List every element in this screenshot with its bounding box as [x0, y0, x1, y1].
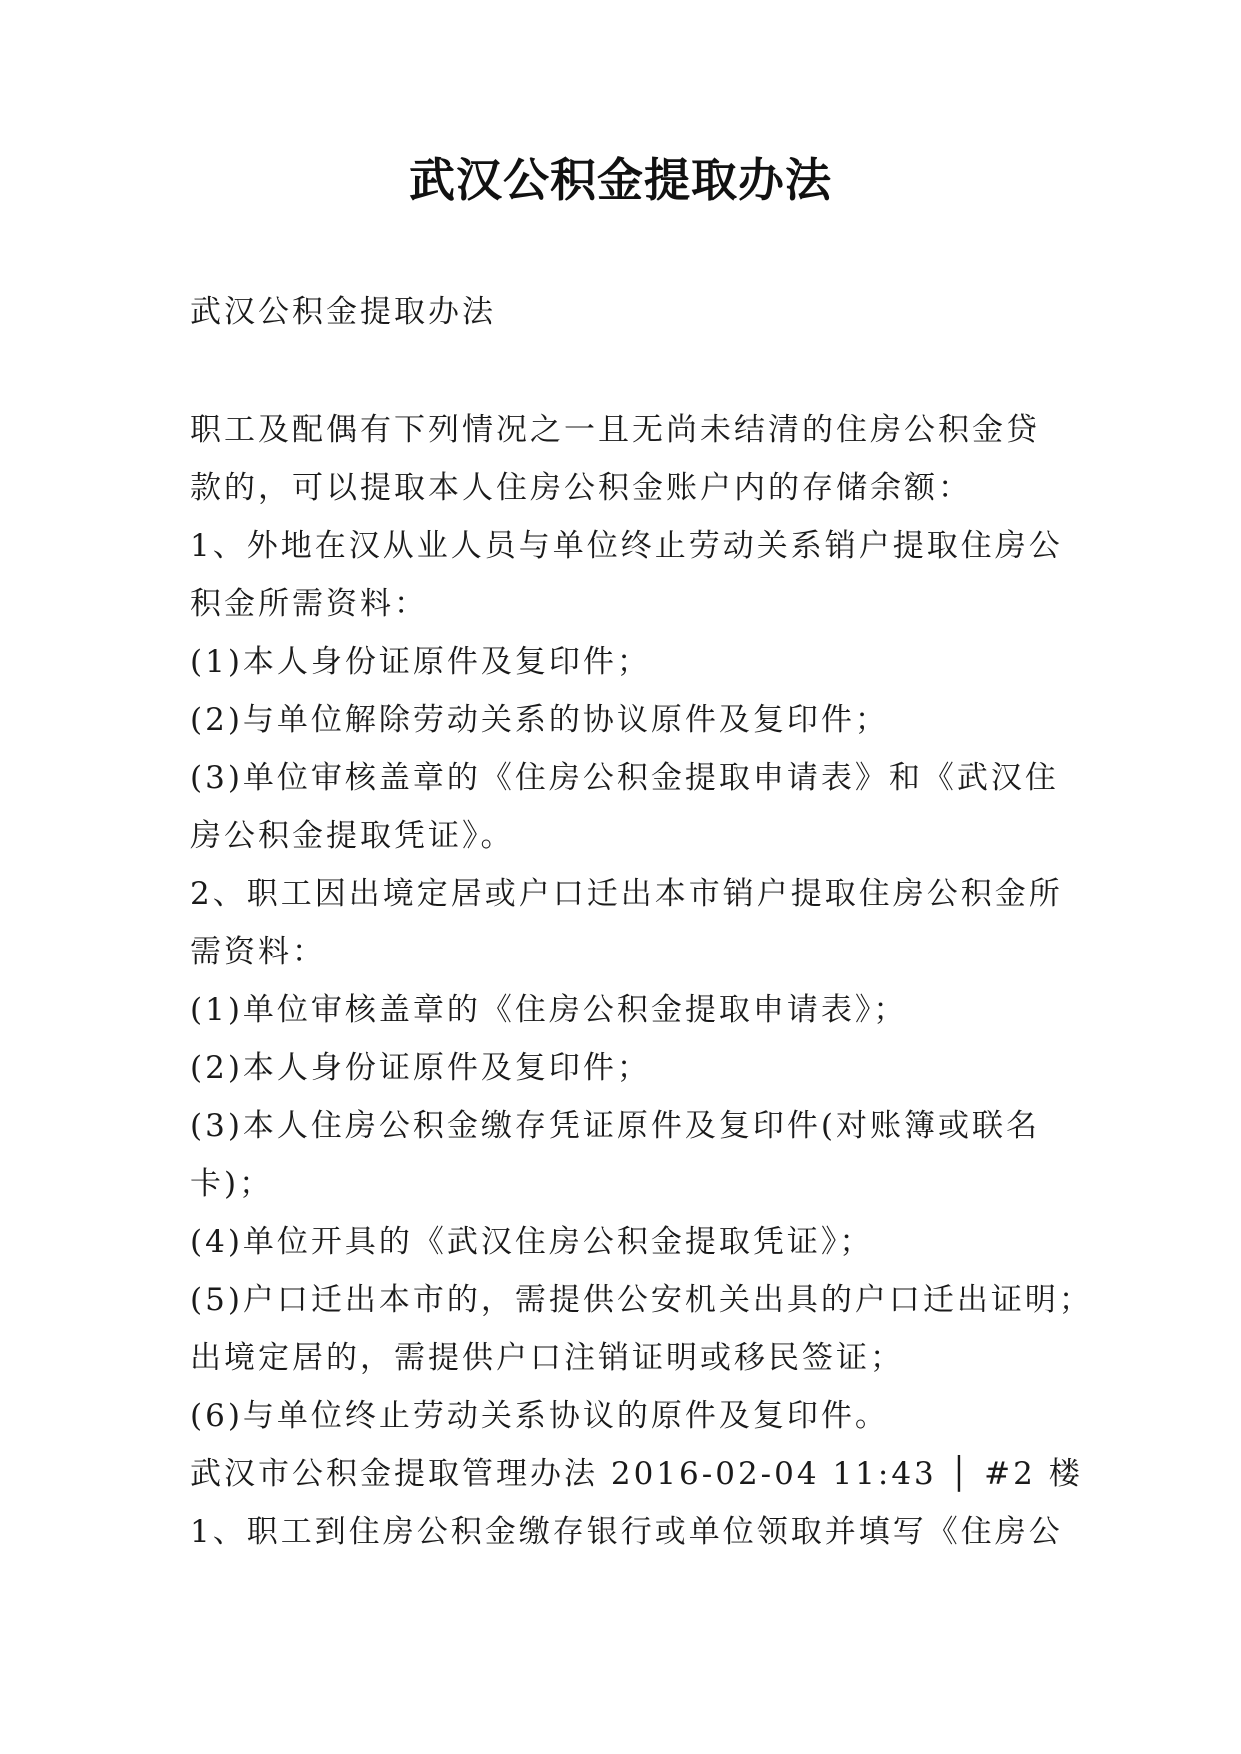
body-line: 1、职工到住房公积金缴存银行或单位领取并填写《住房公 [190, 1514, 1063, 1550]
body-line: (5)户口迁出本市的，需提供公安机关出具的户口迁出证明； [190, 1282, 1093, 1318]
body-line: (6)与单位终止劳动关系协议的原件及复印件。 [190, 1398, 889, 1434]
body-line: (3)本人住房公积金缴存凭证原件及复印件(对账簿或联名 [190, 1108, 1041, 1144]
body-line: 款的，可以提取本人住房公积金账户内的存储余额： [190, 470, 972, 506]
body-line: 积金所需资料： [190, 586, 428, 622]
body-line: 职工及配偶有下列情况之一且无尚未结清的住房公积金贷 [190, 412, 1040, 448]
document-title: 武汉公积金提取办法 [409, 153, 832, 207]
body-line: (1)本人身份证原件及复印件； [190, 644, 651, 680]
body-line: 1、外地在汉从业人员与单位终止劳动关系销户提取住房公 [190, 528, 1063, 564]
body-line: 出境定居的，需提供户口注销证明或移民签证； [190, 1340, 904, 1376]
body-line: 2、职工因出境定居或户口迁出本市销户提取住房公积金所 [190, 876, 1063, 912]
body-line: (2)与单位解除劳动关系的协议原件及复印件； [190, 702, 889, 738]
body-line: 需资料： [190, 934, 326, 970]
body-line: (1)单位审核盖章的《住房公积金提取申请表》； [190, 992, 908, 1028]
body-line: (2)本人身份证原件及复印件； [190, 1050, 651, 1086]
body-line: 卡)； [190, 1166, 274, 1202]
document-subtitle: 武汉公积金提取办法 [190, 294, 496, 330]
body-line: (4)单位开具的《武汉住房公积金提取凭证》； [190, 1224, 874, 1260]
body-line: (3)单位审核盖章的《住房公积金提取申请表》和《武汉住 [190, 760, 1059, 796]
body-line: 房公积金提取凭证》。 [190, 818, 515, 854]
body-line: 武汉市公积金提取管理办法 2016-02-04 11:43 │ #2 楼 [190, 1456, 1083, 1492]
